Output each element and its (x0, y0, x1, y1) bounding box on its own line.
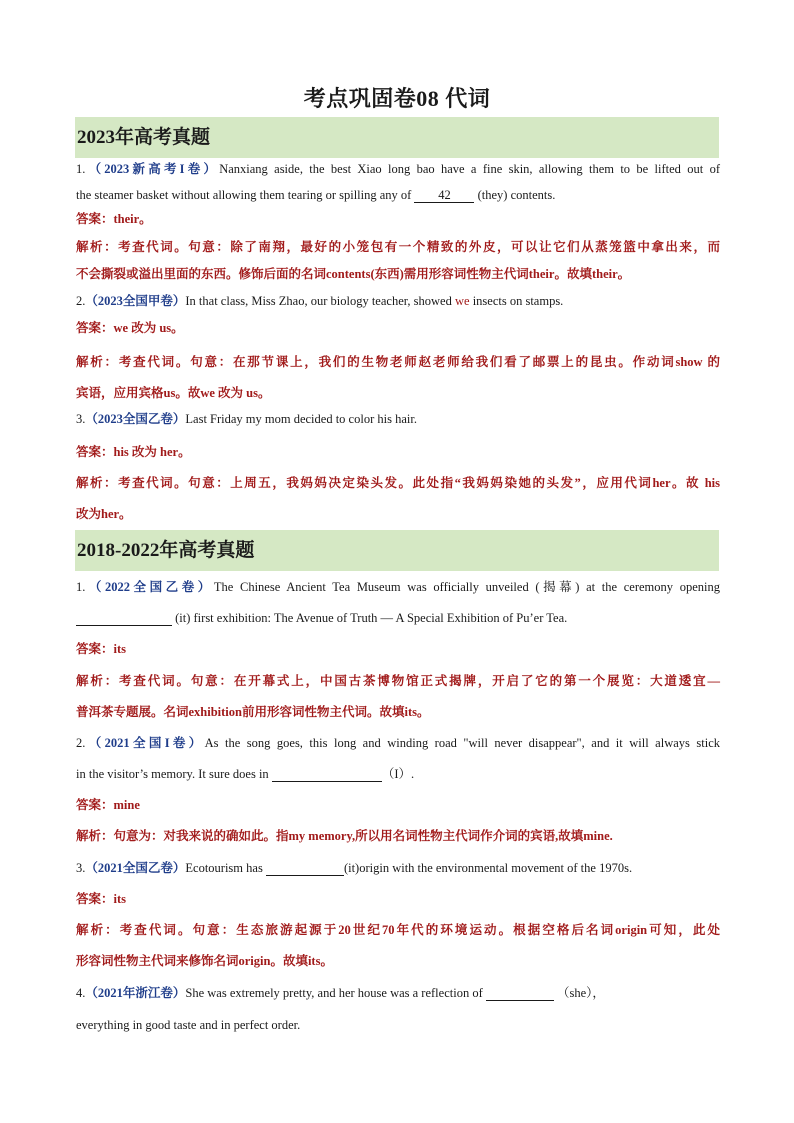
question-2-line-1 (76, 734, 720, 752)
answer-blank (76, 611, 172, 626)
question-2-line (76, 292, 720, 310)
question-3-line (76, 859, 720, 877)
question-number: 3. (76, 412, 86, 426)
explanation-line: 解析：考查代词。句意：生态旅游起源于20世纪70年代的环境运动。根据空格后名词origin可知，此处 (76, 923, 720, 937)
question-source: （2021全国I卷） (85, 736, 205, 750)
explanation-line: 形容词性物主代词来修饰名词origin。故填its。 (76, 954, 333, 968)
question-number: 4. (76, 986, 86, 1000)
question-text: Last Friday my mom decided to color his hair. (185, 412, 417, 426)
question-text: （she）， (557, 986, 605, 1000)
answer-blank: 42 (414, 188, 474, 203)
question-1-line-1 (76, 578, 720, 596)
explanation-line: 解析：考查代词。句意：在那节课上，我们的生物老师赵老师给我们看了邮票上的昆虫。作动词show 的 (76, 355, 720, 369)
answer-line: 答案：his 改为 her。 (76, 445, 191, 459)
question-text: insects on stamps. (472, 294, 564, 308)
highlighted-word: we (454, 294, 470, 308)
question-1-line-1 (76, 160, 720, 178)
question-text: the steamer basket without allowing them tearing or spilling any of (76, 188, 412, 202)
question-2-line-2 (76, 765, 720, 783)
question-4-line-1 (76, 984, 720, 1002)
answer-line: 答案：their。 (76, 212, 152, 226)
question-text: （I）. (381, 767, 415, 781)
answer-line: 答案：its (76, 642, 127, 656)
question-text: She was extremely pretty, and her house was a reflection of (185, 986, 483, 1000)
question-number: 1. (76, 162, 86, 176)
explanation-line: 解析：考查代词。句意：除了南翔，最好的小笼包有一个精致的外皮，可以让它们从蒸笼篮中拿出来，而 (76, 240, 720, 254)
question-source: （2023新高考I卷） (85, 162, 220, 176)
question-text: (they) contents. (477, 188, 556, 202)
explanation-line: 解析：考查代词。句意：上周五，我妈妈决定染头发。此处指“我妈妈染她的头发”，应用代词her。故 his (76, 476, 720, 490)
question-1-line-2 (76, 186, 720, 204)
explanation-line: 改为her。 (76, 507, 132, 521)
question-source: （2023全国甲卷） (85, 294, 186, 308)
question-4-line-2: everything in good taste and in perfect order. (76, 1018, 301, 1032)
explanation-line: 宾语，应用宾格us。故we 改为 us。 (76, 386, 271, 400)
question-source: （2021年浙江卷） (85, 986, 186, 1000)
question-number: 1. (76, 580, 86, 594)
explanation-line: 不会撕裂或溢出里面的东西。修饰后面的名词contents(东西)需用形容词性物主代词their。故填their。 (76, 267, 631, 281)
question-text: (it) first exhibition: The Avenue of Truth — A Special Exhibition of Pu’er Tea. (175, 611, 568, 625)
answer-blank (266, 861, 344, 876)
question-source: （2022全国乙卷） (85, 580, 214, 594)
question-text: As the song goes, this long and winding road "will never disappear", and it will always stick (204, 736, 720, 750)
section-heading-2023: 2023年高考真题 (75, 117, 719, 158)
question-number: 2. (76, 294, 86, 308)
question-source: （2021全国乙卷） (85, 861, 186, 875)
question-text: in the visitor’s memory. It sure does in (76, 767, 269, 781)
question-text: The Chinese Ancient Tea Museum was officially unveiled (揭幕) at the ceremony opening (213, 580, 720, 594)
answer-line: 答案：mine (76, 798, 140, 812)
question-text: (it)origin with the environmental movement of the 1970s. (343, 861, 633, 875)
explanation-line: 普洱茶专题展。名词exhibition前用形容词性物主代词。故填its。 (76, 705, 430, 719)
answer-line: 答案：its (76, 892, 127, 906)
question-source: （2023全国乙卷） (85, 412, 186, 426)
question-number: 2. (76, 736, 86, 750)
question-text: In that class, Miss Zhao, our biology teacher, showed (185, 294, 452, 308)
question-text: Nanxiang aside, the best Xiao long bao have a fine skin, allowing them to be lifted out of (219, 162, 720, 176)
explanation-line: 解析：考查代词。句意：在开幕式上，中国古茶博物馆正式揭牌，开启了它的第一个展览：大道逶宜— (76, 674, 720, 688)
explanation-line: 解析：句意为：对我来说的确如此。指my memory,所以用名词性物主代词作介词的宾语,故填mine. (76, 829, 613, 843)
page-title: 考点巩固卷08 代词 (303, 86, 491, 111)
question-number: 3. (76, 861, 86, 875)
question-3-line (76, 410, 720, 428)
question-1-line-2 (76, 609, 720, 627)
question-text: Ecotourism has (185, 861, 263, 875)
answer-line: 答案：we 改为 us。 (76, 321, 184, 335)
section-heading-2018-2022: 2018-2022年高考真题 (75, 530, 719, 571)
answer-blank (486, 986, 554, 1001)
answer-blank (272, 767, 382, 782)
